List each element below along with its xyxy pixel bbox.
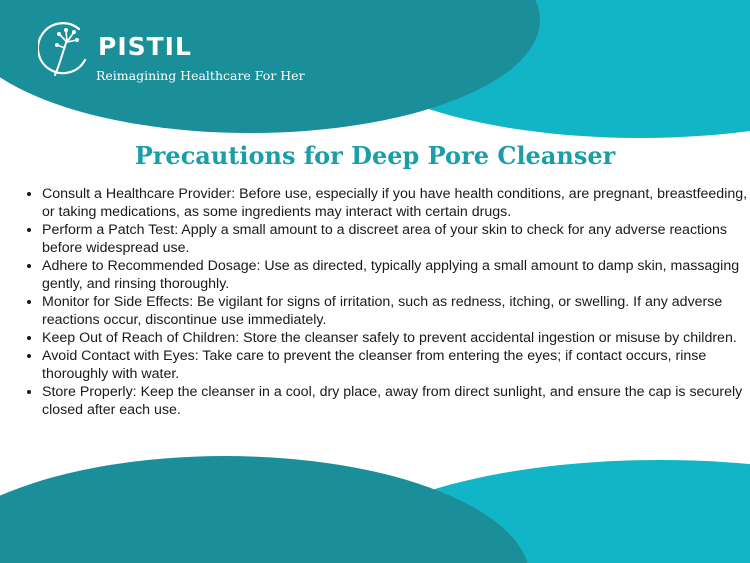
bottom-left-dark-shape xyxy=(0,456,530,563)
list-item: • Consult a Healthcare Provider: Before use, especially if you have health conditions, are pregnant, breastfeeding, or taking medications, as some ingredients may interact with certain drugs. xyxy=(42,185,750,221)
page-title: Precautions for Deep Pore Cleanser xyxy=(134,141,616,170)
brand-tagline: Reimagining Healthcare For Her xyxy=(96,68,305,83)
dandelion-flower-icon xyxy=(38,20,94,76)
brand-name: PISTIL xyxy=(98,32,192,61)
list-item: • Keep Out of Reach of Children: Store the cleanser safely to prevent accidental ingestion or misuse by children. xyxy=(42,329,750,347)
precautions-list xyxy=(22,185,750,419)
list-item: • Avoid Contact with Eyes: Take care to prevent the cleanser from entering the eyes; if contact occurs, rinse thoroughly with water. xyxy=(42,347,750,383)
list-item: • Adhere to Recommended Dosage: Use as directed, typically applying a small amount to damp skin, massaging gently, and rinsing thoroughly. xyxy=(42,257,750,293)
list-item: • Monitor for Side Effects: Be vigilant for signs of irritation, such as redness, itching, or swelling. If any adverse reactions occur, discontinue use immediately. xyxy=(42,293,750,329)
list-item: • Store Properly: Keep the cleanser in a cool, dry place, away from direct sunlight, and ensure the cap is securely closed after each use. xyxy=(42,383,750,419)
list-item: • Perform a Patch Test: Apply a small amount to a discreet area of your skin to check for any adverse reactions before widespread use. xyxy=(42,221,750,257)
